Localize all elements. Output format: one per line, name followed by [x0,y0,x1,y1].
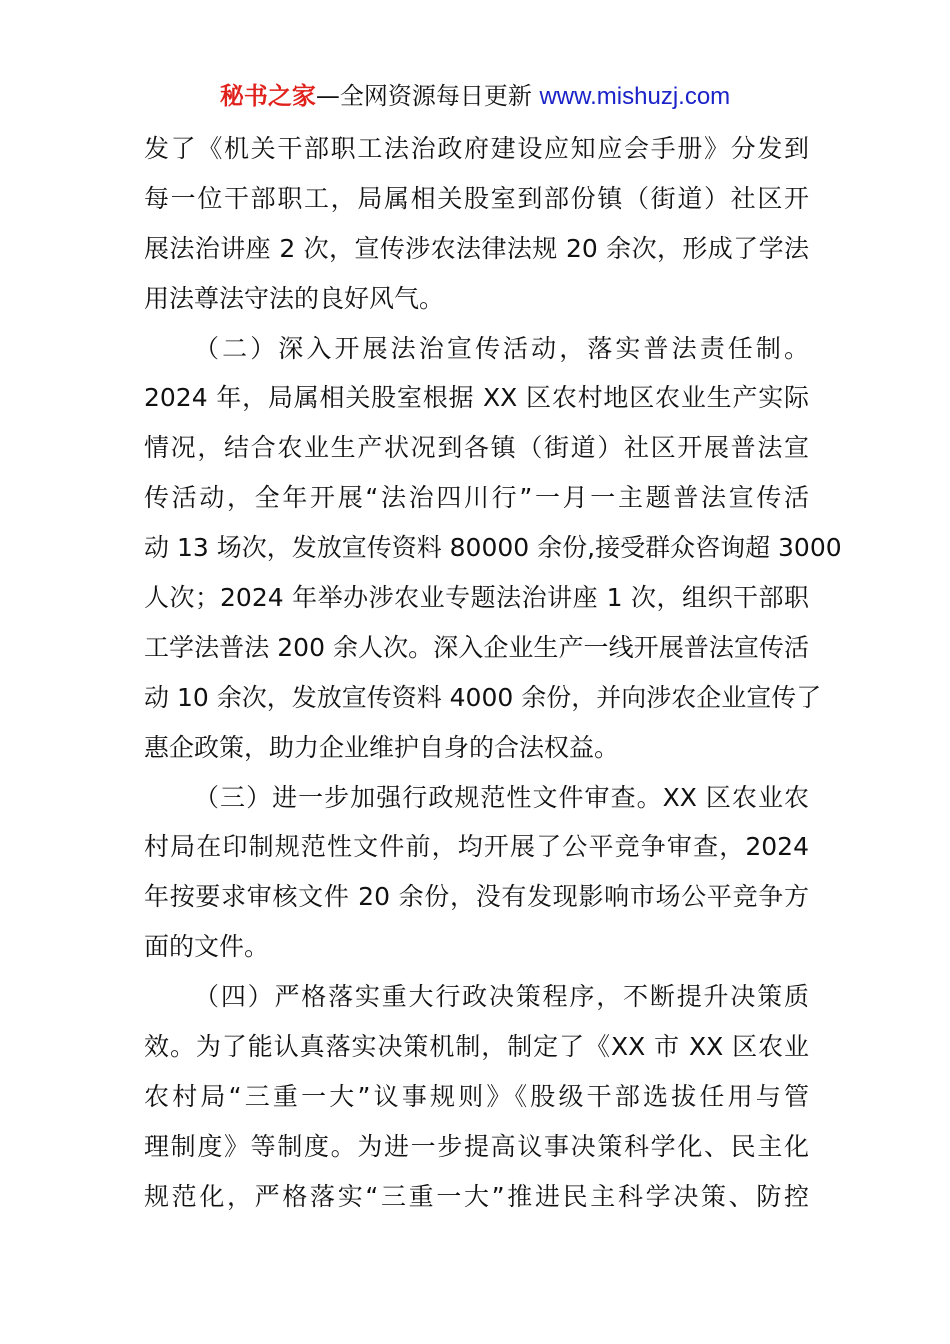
text-line: 惠企政策，助力企业维护自身的合法权益。 [144,732,620,762]
text-line: 农村局“三重一大”议事规则》《股级干部选拔任用与管 [144,1081,809,1111]
section-heading-2: （二）深入开展法治宣传活动，落实普法责任制。 [194,333,809,363]
text-line: 展法治讲座 2 次，宣传涉农法律法规 20 余次，形成了学法 [144,233,809,263]
section-heading-4: （四）严格落实重大行政决策程序，不断提升决策质 [194,982,809,1012]
site-header [0,80,950,113]
document-body [144,124,842,1222]
text-line: 工学法普法 200 余人次。深入企业生产一线开展普法宣传活 [144,632,809,662]
section-heading-3: （三）进一步加强行政规范性文件审查。XX 区农业农 [194,782,809,812]
site-url-link[interactable]: www.mishuzj.com [539,83,731,110]
brand-name: 秘书之家 [219,82,316,110]
text-line: 效。为了能认真落实决策机制，制定了《XX 市 XX 区农业 [144,1032,809,1062]
text-line: 每一位干部职工，局属相关股室到部份镇（街道）社区开 [144,183,809,213]
text-line: 规范化，严格落实“三重一大”推进民主科学决策、防控 [144,1181,809,1211]
text-line: 发了《机关干部职工法治政府建设应知应会手册》分发到 [144,134,809,163]
text-line: 用法尊法守法的良好风气。 [144,283,445,313]
text-line: 动 10 余次，发放宣传资料 4000 余份，并向涉农企业宣传了 [144,682,822,712]
text-line: 传活动，全年开展“法治四川行”一月一主题普法宣传活 [144,483,809,513]
text-line: 年按要求审核文件 20 余份，没有发现影响市场公平竞争方 [144,882,809,912]
header-tagline: —全网资源每日更新 [315,82,532,110]
text-line: 动 13 场次，发放宣传资料 80000 余份,接受群众咨询超 3000 [144,533,842,563]
text-line: 2024 年，局属相关股室根据 XX 区农村地区农业生产实际 [144,383,809,413]
text-line: 理制度》等制度。为进一步提高议事决策科学化、民主化 [144,1131,809,1161]
text-line: 情况，结合农业生产状况到各镇（街道）社区开展普法宣 [144,433,809,463]
text-line: 面的文件。 [144,932,270,962]
text-line: 人次；2024 年举办涉农业专题法治讲座 1 次，组织干部职 [144,583,809,613]
text-line: 村局在印制规范性文件前，均开展了公平竞争审查，2024 [144,832,809,862]
